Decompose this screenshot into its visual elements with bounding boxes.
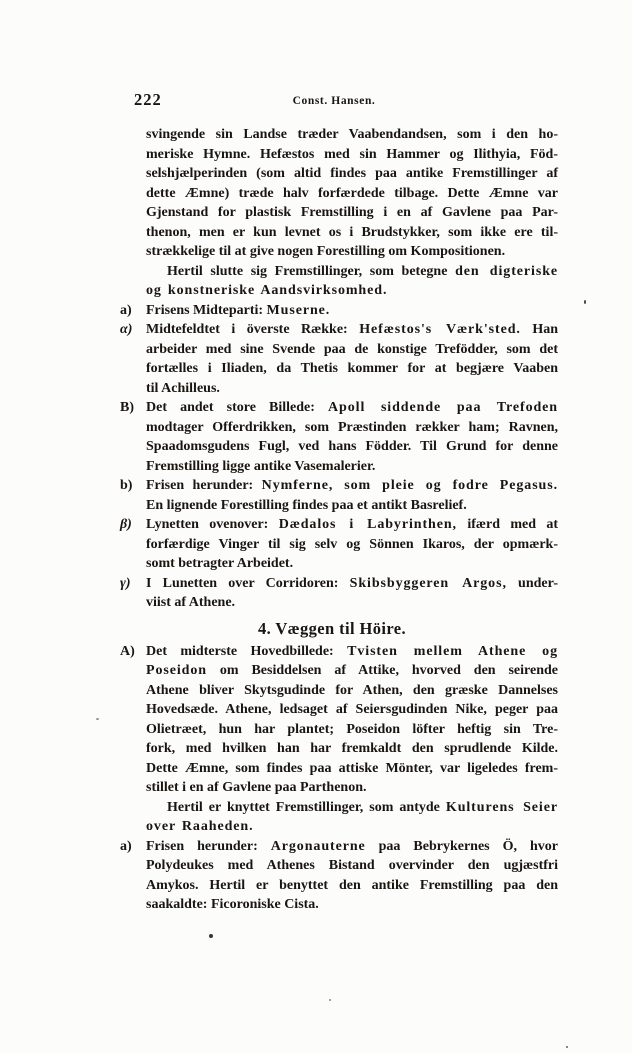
text-line: [120, 320, 559, 340]
text-line: [120, 476, 559, 496]
emphasized-text: Tvisten mellem Athene og: [347, 643, 558, 659]
list-marker: B): [120, 400, 134, 415]
text-segment: paa Bebrykernes Ö, hvor: [365, 838, 559, 854]
text-segment: Fremstilling ligge antike Vasemalerier.: [146, 458, 376, 474]
emphasized-text: og konstneriske Aandsvirksomhed.: [146, 283, 388, 298]
text-segment: fork, med hvilken han har fremkaldt den sprudlende Kilde.: [146, 741, 558, 756]
text-segment: Gjenstand for plastisk Fremstilling i en af Gavlene paa Par-: [146, 205, 558, 220]
text-segment: Frisen herunder:: [146, 478, 262, 493]
list-marker: a): [120, 302, 132, 318]
text-segment: stillet i en af Gavlene paa Parthenon.: [146, 780, 367, 795]
text-segment: Amykos. Hertil er benyttet den antike Fremstilling paa den: [146, 877, 558, 893]
text-segment: thenon, men er kun levnet os i Brudstykker, som ikke ere til-: [146, 224, 558, 240]
text-segment: Athene bliver Skytsgudinde for Athen, den græske Dannelses: [146, 682, 558, 698]
text-line: [146, 895, 558, 915]
emphasized-text: Dædalos i Labyrinthen,: [278, 517, 457, 532]
text-line: [146, 457, 558, 477]
text-segment: til Achilleus.: [146, 380, 220, 396]
text-line: [146, 281, 558, 301]
text-segment: Olietræet, hun har plantet; Poseidon löfter heftig sin Tre-: [146, 721, 558, 737]
text-line: [146, 242, 558, 262]
scan-speck: [96, 718, 99, 720]
text-segment: Spaadomsgudens Fugl, ved hans Födder. Til Grund for denne: [146, 439, 558, 454]
text-segment: Hertil slutte sig Fremstillinger, som betegne: [167, 263, 456, 279]
text-line: [146, 203, 558, 223]
text-line: [146, 535, 558, 555]
emphasized-text: Apoll siddende paa Trefoden: [328, 400, 558, 415]
text-line: [146, 681, 558, 701]
list-marker: b): [120, 478, 133, 493]
section-heading: 4. Væggen til Höire.: [257, 618, 407, 638]
text-line: [146, 379, 558, 399]
text-segment: Hovedsæde. Athene, ledsaget af Seiersgudinden Nike, peger paa: [146, 702, 558, 717]
text-segment: Det midterste Hovedbillede:: [146, 643, 348, 659]
text-line: [120, 398, 558, 418]
text-body: [120, 125, 559, 915]
emphasized-text: over Raaheden.: [146, 819, 254, 834]
text-segment: strækkelige til at give nogen Forestilling om Kompositionen.: [146, 244, 506, 259]
text-line: [146, 554, 558, 574]
text-line: [146, 125, 558, 145]
emphasized-text: Skibsbyggeren Argos,: [349, 575, 507, 591]
list-marker: A): [120, 643, 135, 659]
text-line: [146, 418, 558, 438]
text-line: [120, 515, 558, 535]
text-segment: Dette Æmne, som findes paa attiske Mönter, var ligeledes frem-: [146, 760, 558, 776]
text-segment: forfærdige Vinger til sig selv og Sönnen Ikaros, der opmærk-: [146, 536, 558, 552]
text-line: [146, 340, 558, 360]
emphasized-text: Kulturens Seier: [445, 799, 558, 815]
text-line: [120, 837, 559, 857]
emphasized-text: Argonauterne: [270, 838, 366, 854]
scan-speck: [566, 1046, 568, 1048]
text-line: [120, 574, 558, 594]
text-line: [146, 798, 558, 818]
text-segment: viist af Athene.: [146, 595, 236, 610]
text-line: [146, 876, 558, 896]
text-segment: selshjælperinden (som altid findes paa antike Fremstillinger af: [146, 166, 558, 181]
text-segment: En lignende Forestilling findes paa et antikt Basrelief.: [146, 497, 467, 513]
emphasized-text: Hefæstos's Værk'sted.: [359, 322, 521, 337]
text-segment: Midtefeldtet i överste Række:: [146, 322, 360, 337]
text-segment: I Lunetten over Corridoren:: [146, 575, 350, 591]
text-line: [120, 642, 558, 662]
text-line: [146, 759, 558, 779]
text-line: [146, 661, 558, 681]
text-line: [146, 496, 558, 516]
text-segment: Lynetten ovenover:: [146, 517, 279, 532]
scan-speck: [209, 934, 213, 938]
text-line: [146, 778, 558, 798]
text-segment: Hertil er knyttet Fremstillinger, som antyde: [167, 799, 446, 815]
list-marker: a): [120, 838, 132, 854]
text-segment: saakaldte: Ficoroniske Cista.: [146, 897, 319, 912]
list-marker: α): [120, 322, 133, 337]
text-segment: Polydeukes med Athenes Bistand overvinder den ugjæstfri: [146, 858, 558, 873]
emphasized-text: Muserne.: [266, 302, 331, 318]
text-segment: Det andet store Billede:: [146, 400, 329, 415]
text-segment: under-: [506, 575, 558, 591]
text-segment: svingende sin Landse træder Vaabendandsen, som i den ho-: [146, 127, 558, 142]
text-line: [146, 437, 558, 457]
text-line: [120, 301, 558, 321]
text-line: [146, 720, 558, 740]
text-segment: modtager Offerdrikken, som Præstinden rækker ham; Ravnen,: [146, 419, 558, 435]
text-line: [146, 700, 558, 720]
text-segment: Frisen herunder:: [146, 838, 271, 854]
emphasized-text: den digteriske: [455, 263, 559, 279]
text-segment: om Besiddelsen af Attike, hvorved den seirende: [206, 663, 558, 678]
text-segment: Frisens Midteparti:: [146, 302, 267, 318]
page-number: 222: [134, 90, 162, 109]
scan-speck: [329, 999, 331, 1001]
text-line: [146, 164, 558, 184]
list-marker: β): [120, 517, 132, 532]
text-segment: ifærd med at: [456, 517, 558, 532]
text-line: [146, 593, 558, 613]
text-segment: meriske Hymne. Hefæstos med sin Hammer og Ilithyia, Föd-: [146, 146, 558, 162]
text-segment: arbeider med sine Svende paa de konstige Trefödder, som det: [146, 341, 558, 357]
text-line: [146, 817, 558, 837]
text-line: [146, 739, 558, 759]
running-head: Const. Hansen.: [292, 95, 376, 107]
text-segment: dette Æmne) træde halv forfærdede tilbage. Dette Æmne var: [146, 185, 558, 201]
scan-speck: [584, 300, 586, 304]
text-segment: somt betragter Arbeidet.: [146, 556, 294, 571]
text-line: [146, 223, 558, 243]
text-line: [146, 145, 558, 165]
emphasized-text: Poseidon: [146, 663, 207, 678]
list-marker: γ): [120, 575, 131, 591]
text-line: [146, 856, 558, 876]
text-segment: Han: [520, 322, 559, 337]
text-line: [146, 262, 558, 282]
text-segment: fortælles i Iliaden, da Thetis kommer for at begjære Vaaben: [146, 361, 558, 376]
text-line: [146, 184, 558, 204]
text-line: [146, 359, 558, 379]
emphasized-text: Nymferne, som pleie og fodre Pegasus.: [261, 478, 559, 493]
